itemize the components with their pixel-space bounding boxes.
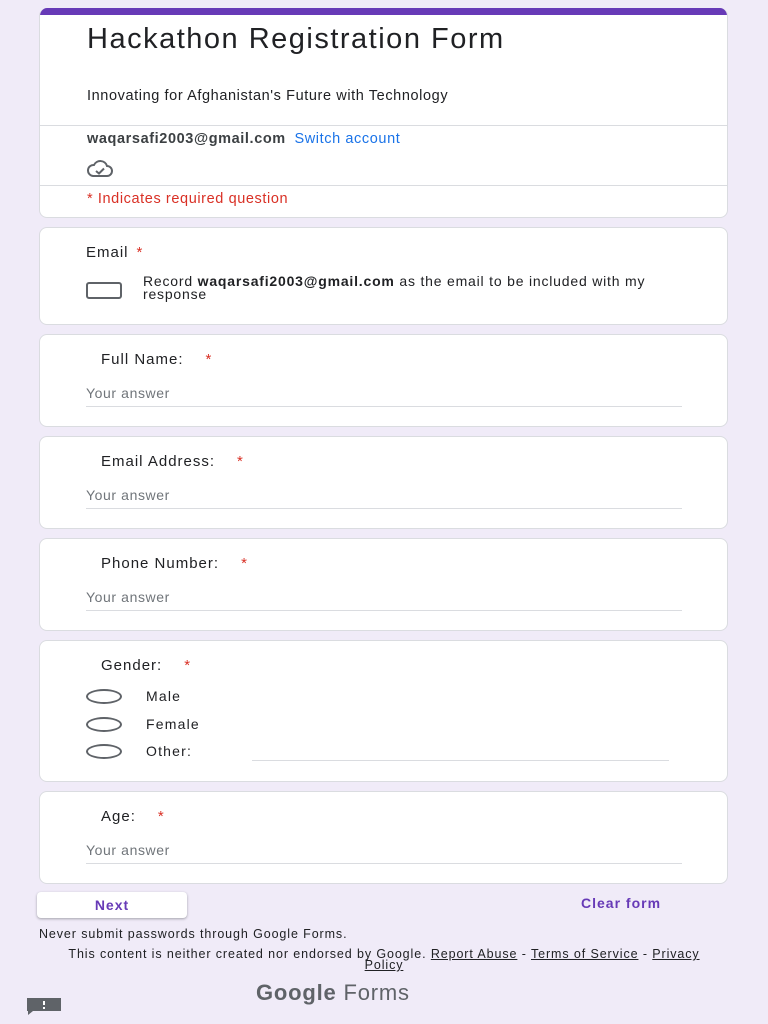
- password-warning: Never submit passwords through Google Forms.: [39, 927, 348, 941]
- record-email-checkbox[interactable]: [86, 282, 122, 299]
- required-star: *: [237, 453, 244, 470]
- full-name-question-title: [101, 351, 212, 368]
- email-question-card: [39, 227, 728, 325]
- option-label: Male: [146, 688, 182, 704]
- radio-button[interactable]: [86, 717, 122, 732]
- full-name-question-card: [39, 334, 728, 427]
- form-description: Innovating for Afghanistan's Future with Technology: [87, 88, 449, 104]
- radio-button[interactable]: [86, 744, 122, 759]
- google-forms-logo[interactable]: [256, 980, 410, 1006]
- clear-form-button[interactable]: Clear form: [581, 895, 662, 911]
- required-star: *: [157, 808, 165, 825]
- brand-forms: Forms: [343, 980, 410, 1005]
- report-abuse-link[interactable]: Report Abuse: [430, 947, 518, 961]
- feedback-icon[interactable]: [25, 997, 63, 1015]
- age-input[interactable]: [86, 837, 682, 864]
- option-label: Other:: [146, 743, 193, 759]
- age-question-title: [101, 808, 165, 825]
- radio-button[interactable]: [86, 689, 122, 704]
- email-question-title: [86, 244, 143, 261]
- terms-of-service-link[interactable]: Terms of Service: [530, 947, 639, 961]
- disclaimer: [64, 949, 704, 971]
- email-question-label: Email: [86, 244, 129, 261]
- required-star: *: [136, 244, 144, 261]
- next-button[interactable]: Next: [37, 892, 187, 918]
- switch-account-link[interactable]: Switch account: [294, 131, 401, 147]
- gender-question-card: [39, 640, 728, 782]
- record-email-suffix: as the email to be included with my response: [143, 273, 646, 302]
- full-name-label: Full Name:: [101, 351, 184, 368]
- phone-input[interactable]: [86, 584, 682, 611]
- phone-label: Phone Number:: [101, 555, 220, 572]
- email-address-label: Email Address:: [101, 453, 216, 470]
- required-note: * Indicates required question: [87, 191, 289, 207]
- privacy-policy-link[interactable]: Privacy Policy: [364, 947, 700, 972]
- header-divider: [40, 125, 727, 126]
- header-accent-bar: [40, 8, 727, 15]
- separator: -: [642, 947, 648, 961]
- gender-label: Gender:: [101, 657, 163, 674]
- record-email-label: [143, 275, 663, 301]
- record-email-prefix: Record: [143, 273, 193, 289]
- age-label: Age:: [101, 808, 136, 825]
- required-star: *: [205, 351, 213, 368]
- age-question-card: [39, 791, 728, 884]
- account-row: [87, 131, 400, 147]
- record-email-address: waqarsafi2003@gmail.com: [197, 273, 395, 289]
- required-star: *: [241, 555, 248, 572]
- brand-google: Google: [256, 980, 337, 1005]
- separator: -: [521, 947, 527, 961]
- email-address-question-card: [39, 436, 728, 529]
- form-header-card: [39, 8, 728, 218]
- option-label: Female: [146, 716, 200, 732]
- cloud-check-icon: [86, 160, 114, 178]
- email-address-question-title: [101, 453, 244, 470]
- gender-question-title: [101, 657, 191, 674]
- phone-question-card: [39, 538, 728, 631]
- email-address-input[interactable]: [86, 482, 682, 509]
- gender-other-input[interactable]: [252, 748, 669, 761]
- disclaimer-text: This content is neither created nor endorsed by Google.: [68, 947, 427, 961]
- header-divider-2: [40, 185, 727, 186]
- full-name-input[interactable]: [86, 380, 682, 407]
- form-title: Hackathon Registration Form: [87, 23, 505, 55]
- account-email: waqarsafi2003@gmail.com: [87, 131, 286, 147]
- phone-question-title: [101, 555, 248, 572]
- required-star: *: [184, 657, 192, 674]
